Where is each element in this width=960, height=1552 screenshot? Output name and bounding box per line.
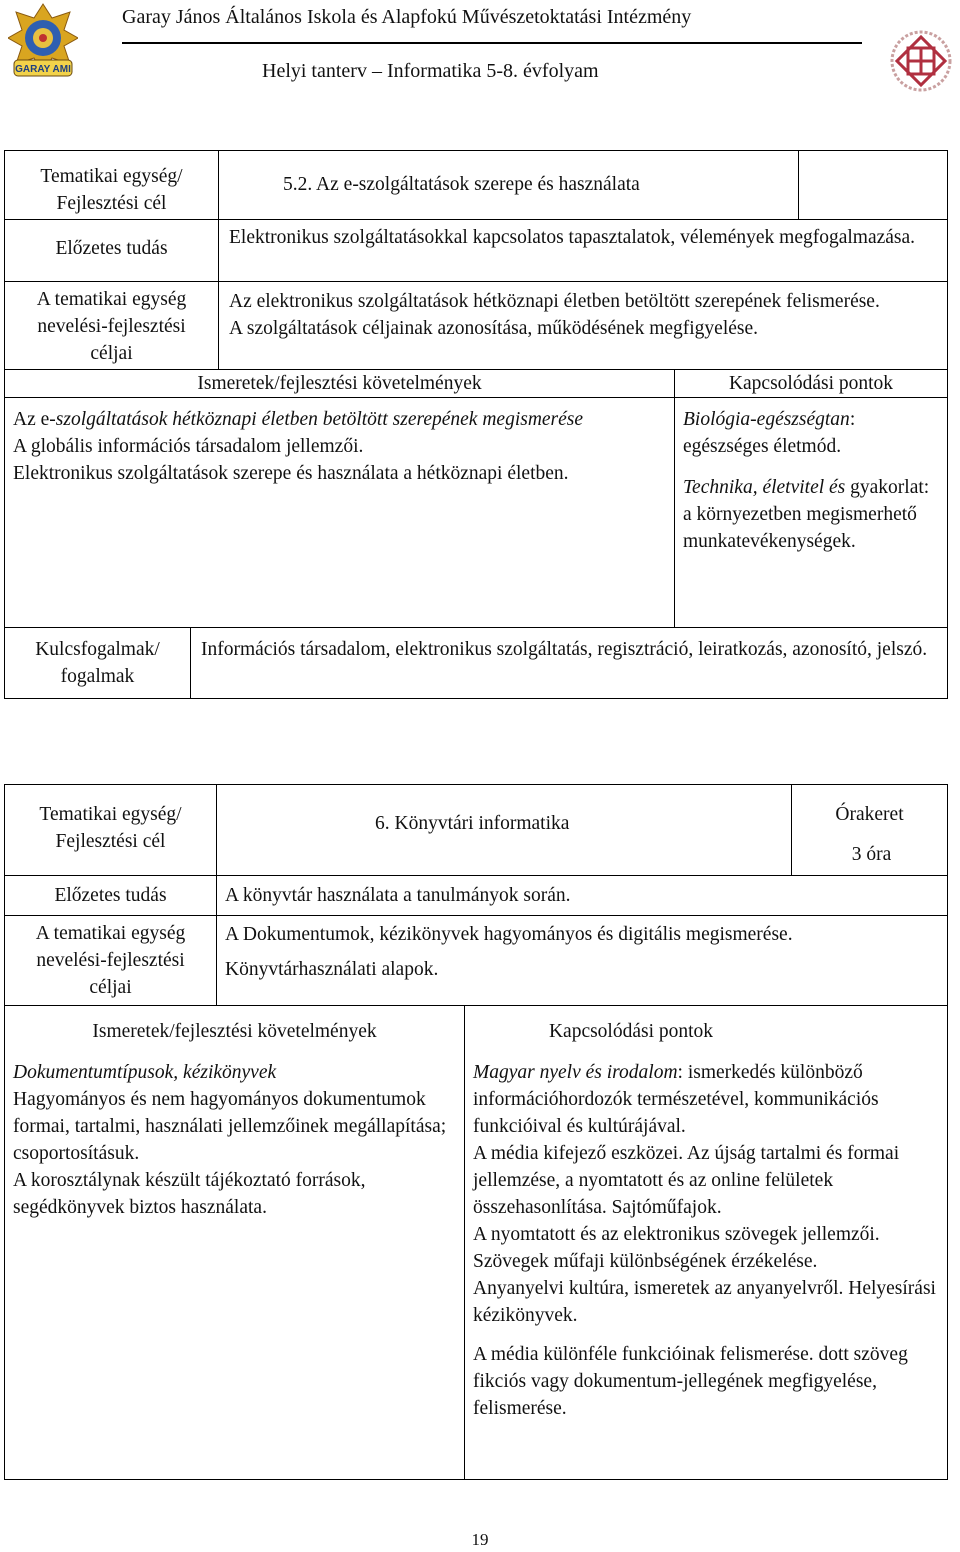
connections-header-2: Kapcsolódási pontok — [548, 1021, 714, 1042]
requirements-cell-2: Ismeretek/fejlesztési követelmények Dokumentumtípusok, kézikönyvek Hagyományos és nem hagyományos dokumentumok formai, tartalmi, használati jellemzőinek megállapítása; csoportosításuk. A korosztálynak készült tájékoztató források, segédkönyvek biztos használata. — [5, 1006, 465, 1480]
connections-cell-2: Kapcsolódási pontok Magyar nyelv és irodalom: ismerkedés különböző információhordozók természetével, kommunikációs funkcióival és kultúrájával. A média kifejező eszközei. Az újság tartalmi és formai jellemzése, a nyomtatott és az online felületek összehasonlítása. Sajtóműfajok. A nyomtatott és az elektronikus szövegek jellemzői. Szövegek műfaji különbségének érzékelése. Anyanyelvi kultúra, ismeretek az anyanyelvről. Helyesírási kézikönyvek. A média különféle funkcióinak felismerése. dott szöveg fikciós vagy dokumentum-jellegének megfigyelése, felismerése. — [465, 1006, 948, 1480]
unit-title: 5.2. Az e-szolgáltatások szerepe és használata — [283, 174, 640, 195]
unit-title-2: 6. Könyvtári informatika — [217, 785, 792, 876]
unit-table-6 — [4, 784, 948, 1480]
connections-header: Kapcsolódási pontok — [675, 370, 948, 398]
goals-label: A tematikai egység nevelési-fejlesztési céljai — [5, 282, 219, 370]
garay-ami-logo — [8, 2, 78, 78]
header-rule — [122, 42, 862, 44]
svg-text:GARAY AMI: GARAY AMI — [15, 64, 71, 75]
knot-emblem-logo — [890, 30, 952, 98]
requirements-header: Ismeretek/fejlesztési követelmények — [5, 370, 675, 398]
connections-text: Biológia-egészségtan: egészséges életmód. Technika, életvitel és gyakorlat: a környezetben megismerhető munkatevékenységek. — [675, 398, 948, 628]
goals-label-2: A tematikai egység nevelési-fejlesztési céljai — [5, 916, 217, 1006]
prior-knowledge-label-2: Előzetes tudás — [5, 876, 217, 916]
requirements-header-2: Ismeretek/fejlesztési követelmények — [92, 1021, 377, 1042]
prior-knowledge-label: Előzetes tudás — [5, 220, 219, 282]
hours-label: Órakeret — [835, 804, 904, 825]
requirements-text: Az e-szolgáltatások hétköznapi életben betöltött szerepének megismerése A globális információs társadalom jellemzői. Elektronikus szolgáltatások szerepe és használata a hétköznapi életben. — [5, 398, 675, 628]
prior-knowledge-text-2: A könyvtár használata a tanulmányok során. — [217, 876, 948, 916]
prior-knowledge-text: Elektronikus szolgáltatásokkal kapcsolatos tapasztalatok, vélemények megfogalmazása. — [219, 220, 948, 282]
hours-cell — [792, 785, 948, 876]
hours-cell-empty — [798, 151, 947, 219]
unit-table-5-2 — [4, 150, 948, 699]
page-number: 19 — [471, 1530, 489, 1549]
school-name: Garay János Általános Iskola és Alapfokú Művészetoktatási Intézmény — [122, 6, 692, 28]
curriculum-title: Helyi tanterv – Informatika 5-8. évfolyam — [262, 60, 599, 82]
unit-label-2: Tematikai egység/ Fejlesztési cél — [5, 785, 217, 876]
keywords-row — [5, 628, 948, 699]
requirements-title-2: Dokumentumtípusok, kézikönyvek — [13, 1062, 277, 1083]
goals-text: Az elektronikus szolgáltatások hétköznapi életben betöltött szerepének felismerése. A szolgáltatások céljainak azonosítása, működésének megfigyelése. — [219, 282, 948, 370]
unit-label: Tematikai egység/ Fejlesztési cél — [5, 151, 219, 220]
page-header — [0, 0, 960, 110]
hours-value: 3 óra — [851, 844, 892, 865]
keywords-text: Információs társadalom, elektronikus szolgáltatás, regisztráció, leiratkozás, azonosító, jelszó. — [201, 639, 928, 660]
unit-title-cell — [219, 151, 948, 220]
goals-text-2: A Dokumentumok, kézikönyvek hagyományos és digitális megismerése. Könyvtárhasználati alapok. — [217, 916, 948, 1006]
keywords-label: Kulcsfogalmak/ fogalmak — [5, 628, 191, 698]
